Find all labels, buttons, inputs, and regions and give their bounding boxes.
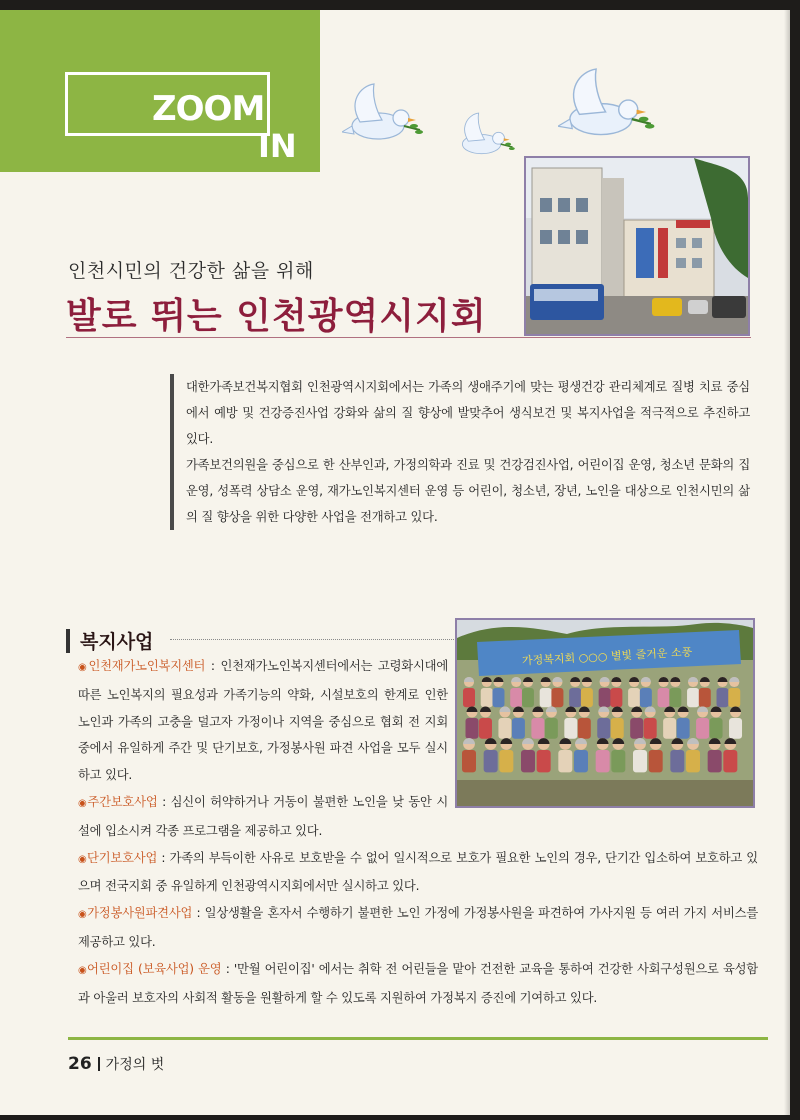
section-title: 복지사업: [80, 631, 154, 653]
dove-icon: [455, 110, 517, 162]
list-item: [78, 653, 448, 789]
magazine-page: [0, 10, 790, 1115]
list-item: [78, 900, 758, 956]
welfare-item-list: [78, 653, 758, 1011]
list-item: [78, 789, 448, 845]
zoom-label: ZOOM: [152, 89, 265, 129]
item-text: : 가족의 부득이한 사유로 보호받을 수 없어 일시적으로 보호가 필요한 노인의 경우, 단기간 입소하여 보호하고 있으며 전국지회 중 유일하게 인천광역시지회에서만 실시하고 있다.: [78, 850, 758, 894]
list-item: [78, 845, 758, 901]
section-marker: [66, 629, 70, 653]
page-footer: [68, 1054, 164, 1074]
item-label: ◉ 인천재가노인복지센터: [78, 659, 205, 673]
item-text: : 인천재가노인복지센터에서는 고령화시대에 따른 노인복지의 필요성과 가족기능의 약화, 시설보호의 한계로 인한 노인과 가족의 고충을 덜고자 가정이나 지역을 중심으로 협회 전 지회 중에서 유일하게 주간 및 단기보호, 가정봉사원 파견 사업을 모두 실시하고 있다.: [78, 659, 448, 783]
intro-paragraph: 대한가족보건복지협회 인천광역시지회에서는 가족의 생애주기에 맞는 평생건강 관리체계로 질병 치료 중심에서 예방 및 건강증진사업 강화와 삶의 질 향상에 발맞추어 생식보건 및 복지사업을 적극적으로 추진하고 있다.: [186, 380, 750, 446]
in-label: IN: [258, 127, 297, 165]
intro-paragraph: 가족보건의원을 중심으로 한 산부인과, 가정의학과 진료 및 건강검진사업, 어린이집 운영, 청소년 문화의 집 운영, 성폭력 상담소 운영, 재가노인복지센터 운영 등 어린이, 청소년, 장년, 노인을 대상으로 인천시민의 삶의 질 향상을 위한 다양한 사업을 전개하고 있다.: [186, 458, 750, 524]
item-label: ◉ 어린이집 (보육사업) 운영: [78, 962, 221, 976]
item-label: ◉ 단기보호사업: [78, 851, 157, 865]
section-heading: [66, 627, 446, 655]
intro-block: [170, 374, 750, 530]
footer-rule: [68, 1037, 768, 1040]
article-title: 발로 뛰는 인천광역시지회: [66, 295, 487, 337]
banner-text: 가정복지회 ○○○ 별빛 즐거운 소풍: [521, 645, 693, 668]
title-divider: [66, 337, 751, 338]
magazine-name: 가정의 벗: [105, 1057, 165, 1073]
building-photo: [524, 156, 750, 336]
item-text: : 일상생활을 혼자서 수행하기 불편한 노인 가정에 가정봉사원을 파견하여 가사지원 등 여러 가지 서비스를 제공하고 있다.: [78, 906, 759, 949]
item-label: ◉ 가정봉사원파견사업: [78, 906, 192, 920]
page-number: 26: [68, 1054, 92, 1074]
dove-icon: [342, 82, 426, 148]
list-item: [78, 956, 758, 1012]
dove-icon: [558, 65, 658, 147]
footer-separator: [98, 1057, 100, 1071]
item-text: : '만월 어린이집' 에서는 취학 전 어린들을 맡아 건전한 교육을 통하여 건강한 사회구성원으로 육성함과 아울러 보호자의 사회적 활동을 원활하게 할 수 있도록 지원하여 가정복지 증진에 기여하고 있다.: [78, 961, 758, 1005]
item-text: : 심신이 허약하거나 거동이 불편한 노인을 낮 동안 시설에 입소시켜 각종 프로그램을 제공하고 있다.: [78, 794, 449, 838]
article-subtitle: 인천시민의 건강한 삶을 위해: [68, 260, 314, 282]
item-label: ◉ 주간보호사업: [78, 795, 158, 809]
